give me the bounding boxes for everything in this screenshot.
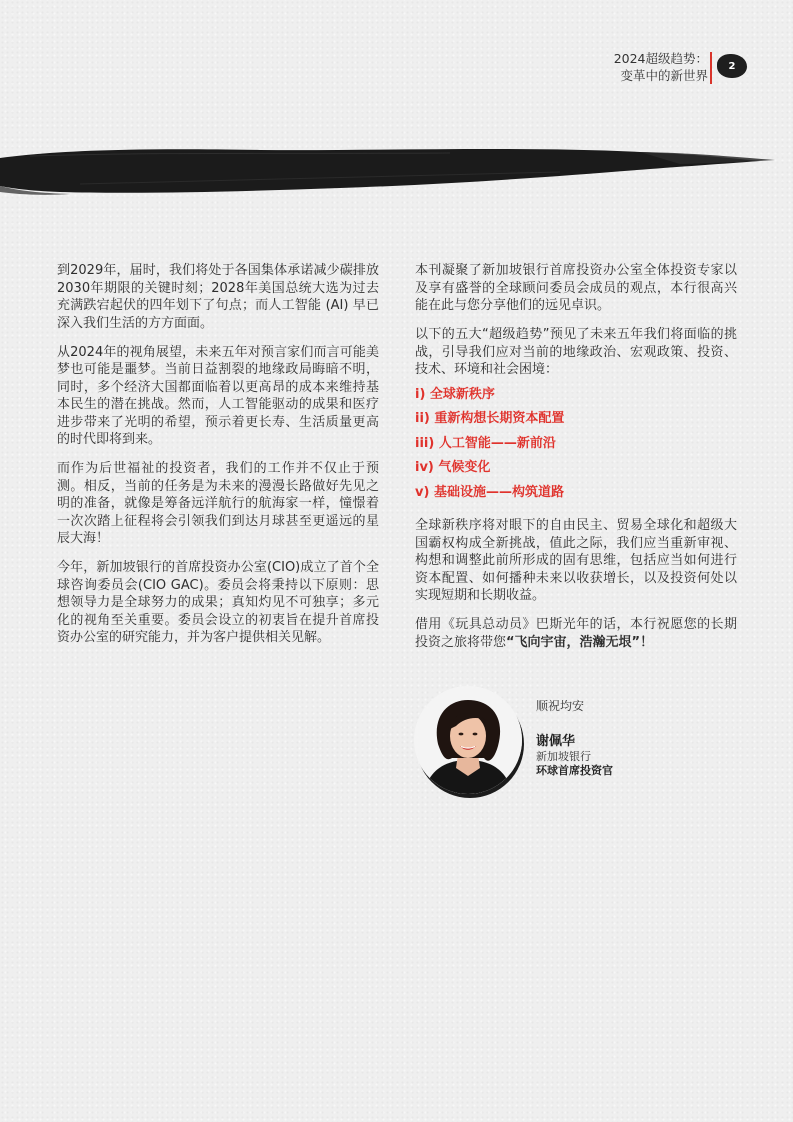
supertrends-list: [415, 383, 737, 506]
paragraph: 而作为后世福祉的投资者，我们的工作并不仅止于预测。相反，当前的任务是为未来的漫漫长路做好先见之明的准备，就像是筹备远洋航行的航海家一样，憧憬着一次次踏上征程将会引领我们到达月球甚至更遥远的星辰大海！: [57, 461, 379, 546]
signature-name: 谢佩华: [536, 734, 576, 749]
header-title-line1: 2024超级趋势：: [613, 51, 708, 66]
left-column: [57, 262, 379, 658]
signature-organization: 新加坡银行: [536, 750, 591, 763]
signature-block: [536, 697, 613, 778]
closing-quote: “飞向宇宙，浩瀚无垠”！: [506, 634, 654, 650]
trend-item: ii) 重新构想长期资本配置: [415, 411, 565, 426]
trends-lead-paragraph: 以下的五大“超级趋势”预见了未来五年我们将面临的挑战，引导我们应对当前的地缘政治、宏观政策、投资、技术、环境和社会困境：: [415, 327, 737, 377]
header-title-line2: 变革中的新世界: [620, 68, 708, 83]
right-column: [415, 262, 737, 663]
trend-item: v) 基础设施——构筑道路: [415, 484, 564, 500]
page-header: [614, 50, 708, 84]
page-number-badge: 2: [717, 54, 747, 78]
intro-paragraph: 本刊凝聚了新加坡银行首席投资办公室全体投资专家以及享有盛誉的全球顾问委员会成员的观点，本行很高兴能在此与您分享他们的远见卓识。: [415, 263, 737, 313]
closing-paragraph: [415, 616, 737, 651]
paragraph: 今年，新加坡银行的首席投资办公室(CIO)成立了首个全球咨询委员会(CIO GAC)。委员会将秉持以下原则：思想领导力是全球努力的成果；真知灼见不可独享；多元化的视角至关重要。委员会设立的初衷旨在提升首席投资办公室的研究能力，并为客户提供相关见解。: [57, 560, 379, 645]
trend-item: iv) 气候变化: [415, 460, 491, 475]
paragraph: 到2029年，届时，我们将处于各国集体承诺减少碳排放2030年期限的关键时刻；2028年美国总统大选为过去充满跌宕起伏的四年划下了句点；而人工智能 (AI) 早已深入我们生活的方方面面。: [57, 263, 379, 331]
closing-text: 借用《玩具总动员》巴斯光年的话，本行祝愿您的长期投资之旅将带您: [415, 617, 737, 650]
signature-closing: 顺祝均安: [536, 699, 585, 713]
trend-item: iii) 人工智能——新前沿: [415, 435, 556, 451]
paragraph: 从2024年的视角展望，未来五年对预言家们而言可能美梦也可能是噩梦。当前日益割裂的地缘政局晦暗不明，同时，多个经济大国都面临着以更高昂的成本来维持基本民生的潜在挑战。然而，人工智能驱动的成果和医疗进步带来了光明的希望，预示着更长寿、生活质量更高的时代即将到来。: [57, 344, 379, 447]
trend-item: i) 全球新秩序: [415, 386, 495, 402]
header-divider: [710, 52, 712, 84]
paragraph: 全球新秩序将对眼下的自由民主、贸易全球化和超级大国霸权构成全新挑战，值此之际，我们应当重新审视、构想和调整此前所形成的固有思维，包括应当如何进行资本配置、如何播种未来以收获增长，以及投资何处以实现短期和长期收益。: [415, 518, 737, 603]
ink-brush-stroke: [0, 136, 793, 206]
author-portrait: [414, 686, 522, 794]
signature-title: 环球首席投资官: [536, 764, 613, 777]
